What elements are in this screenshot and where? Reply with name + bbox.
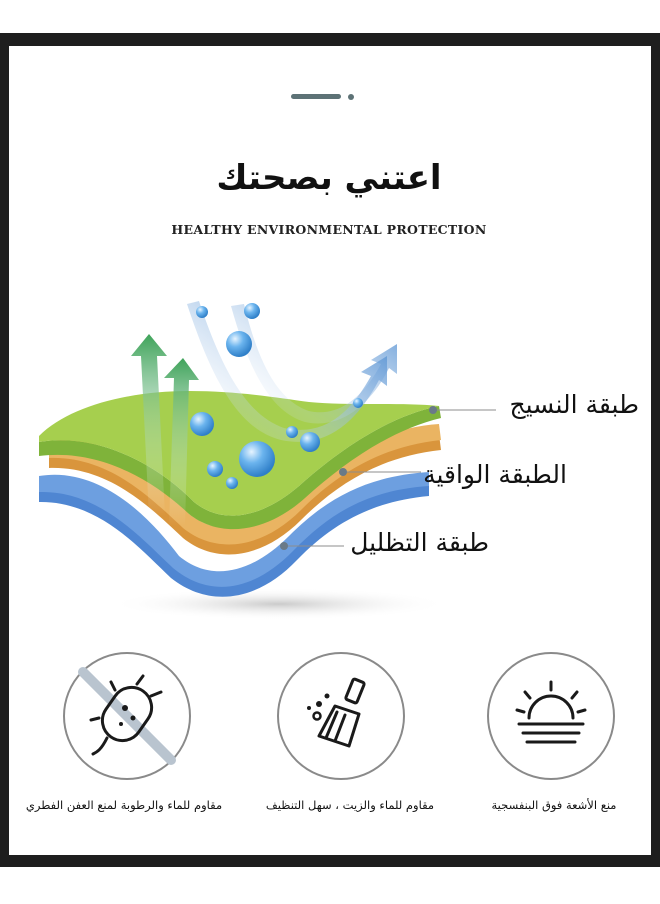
water-drop-icon — [226, 331, 252, 357]
bacteria-crossed-icon — [65, 654, 189, 778]
water-drop-icon — [239, 441, 275, 477]
water-drop-icon — [190, 412, 214, 436]
uv-protection-label: منع الأشعة فوق البنفسجية — [491, 798, 617, 812]
easy-clean-label: مقاوم للماء والزيت ، سهل التنظيف — [265, 798, 435, 812]
shading-connector-dot — [280, 542, 288, 550]
anti-mold-badge — [63, 652, 191, 780]
water-drop-icon — [300, 432, 320, 452]
water-drop-icon — [244, 303, 260, 319]
water-drop-icon — [226, 477, 238, 489]
easy-clean-badge — [277, 652, 405, 780]
water-drop-icon — [286, 426, 298, 438]
page-title: اعتني بصحتك — [216, 158, 442, 198]
frame-bottom-border — [0, 855, 660, 867]
fabric-connector-dot — [429, 406, 437, 414]
water-drop-icon — [196, 306, 208, 318]
frame-right-border — [651, 33, 660, 863]
anti-mold-label: مقاوم للماء والرطوبة لمنع العفن الفطري — [25, 798, 223, 812]
sun-icon — [489, 654, 613, 778]
protective-layer-label: الطبقة الواقية — [423, 460, 567, 489]
water-drop-icon — [207, 461, 223, 477]
frame-top-border — [0, 33, 660, 46]
diagram-shadow — [109, 588, 449, 620]
broom-icon — [279, 654, 403, 778]
fabric-layer-label: طبقة النسيج — [509, 390, 639, 419]
shading-layer-label: طبقة التظليل — [350, 528, 489, 557]
uv-protection-badge — [487, 652, 615, 780]
product-panel — [9, 46, 651, 855]
frame-left-border — [0, 33, 9, 863]
page-subtitle: HEALTHY ENVIRONMENTAL PROTECTION — [171, 222, 487, 237]
protective-connector-dot — [339, 468, 347, 476]
water-drop-icon — [353, 398, 363, 408]
